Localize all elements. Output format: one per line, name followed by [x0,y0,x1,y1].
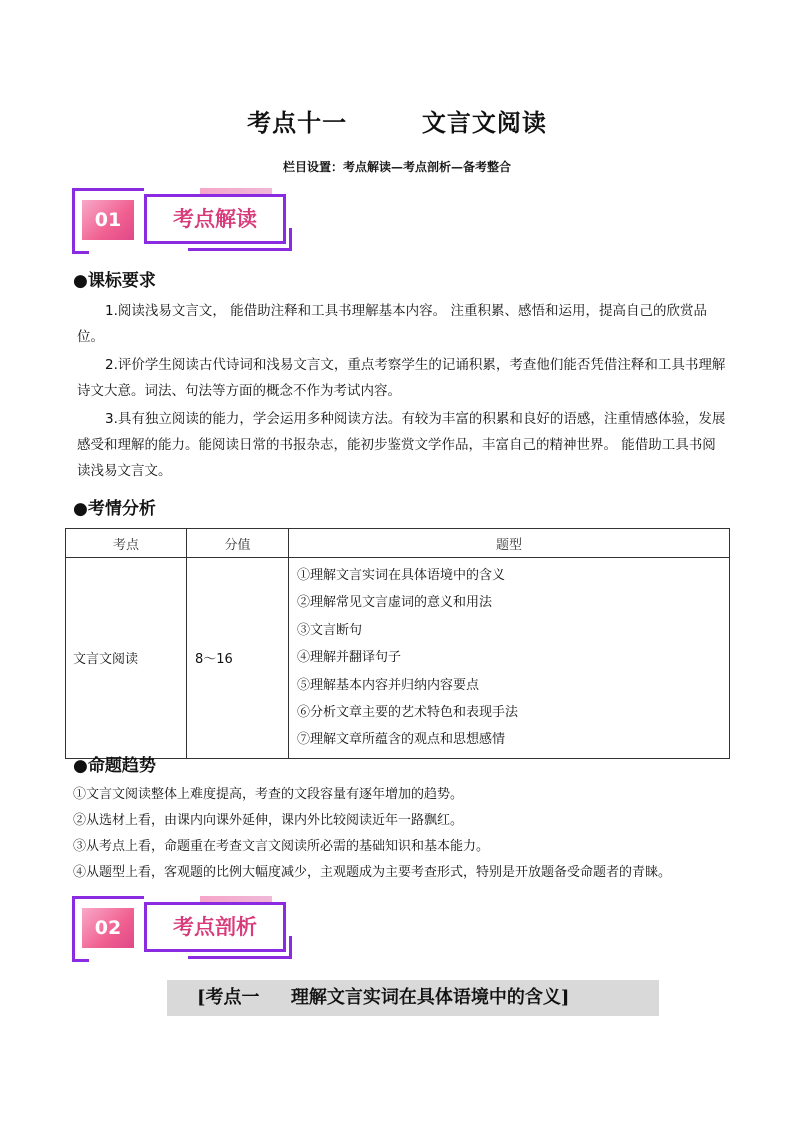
type-item: ②理解常见文言虚词的意义和用法 [297,595,493,611]
curriculum-item-1: 1.阅读浅易文言文， 能借助注释和工具书理解基本内容。 注重积累、感悟和运用，提高自己的欣赏品位。 [77,303,707,345]
trend-item-2: ②从选材上看，由课内向课外延伸，课内外比较阅读近年一路飘红。 [73,813,464,828]
header-type: 题型 [289,529,730,558]
curriculum-heading: ●课标要求 [73,271,156,291]
curriculum-item-2: 2.评价学生阅读古代诗词和浅易文言文，重点考察学生的记诵积累，考查他们能否凭借注释和工具书理解诗文大意。词法、句法等方面的概念不作为考试内容。 [77,357,726,399]
header-topic: 考点 [66,529,187,558]
cell-topic: 文言文阅读 [66,558,187,759]
curriculum-item-3: 3.具有独立阅读的能力，学会运用多种阅读方法。有较为丰富的积累和良好的语感，注重情感体验，发展感受和理解的能力。能阅读日常的书报杂志，能初步鉴赏文学作品，丰富自己的精神世界。 能借助工具书阅读浅易文言文。 [77,411,726,479]
page-title: 考点十一 文言文阅读 [247,109,547,137]
type-item: ④理解并翻译句子 [297,650,402,666]
analysis-heading: ●考情分析 [73,499,156,519]
type-item: ①理解文言实词在具体语境中的含义 [297,568,506,583]
type-item: ⑦理解文章所蕴含的观点和思想感情 [297,732,506,748]
section-banner-01 [72,188,304,258]
section-number: 02 [82,908,134,948]
cell-types [289,558,730,759]
trend-item-3: ③从考点上看，命题重在考查文言文阅读所必需的基础知识和基本能力。 [73,839,490,854]
analysis-table [65,528,730,759]
section-label: 考点剖析 [144,902,286,952]
trends-heading: ●命题趋势 [73,756,156,776]
type-item: ③文言断句 [297,622,363,638]
section-label: 考点解读 [144,194,286,244]
type-item: ⑤理解基本内容并归纳内容要点 [297,677,480,693]
trend-item-4: ④从题型上看，客观题的比例大幅度减少，主观题成为主要考查形式，特别是开放题备受命题者的青睐。 [73,865,672,880]
section-number: 01 [82,200,134,240]
header-score: 分值 [187,529,289,558]
keypoint-heading: [考点一 理解文言实词在具体语境中的含义] [167,980,659,1016]
section-banner-02 [72,896,304,966]
column-setting: 栏目设置：考点解读—考点剖析—备考整合 [282,160,511,174]
cell-score: 8～16 [187,558,289,759]
type-item: ⑥分析文章主要的艺术特色和表现手法 [297,705,519,721]
trend-item-1: ①文言文阅读整体上难度提高，考查的文段容量有逐年增加的趋势。 [73,787,464,802]
